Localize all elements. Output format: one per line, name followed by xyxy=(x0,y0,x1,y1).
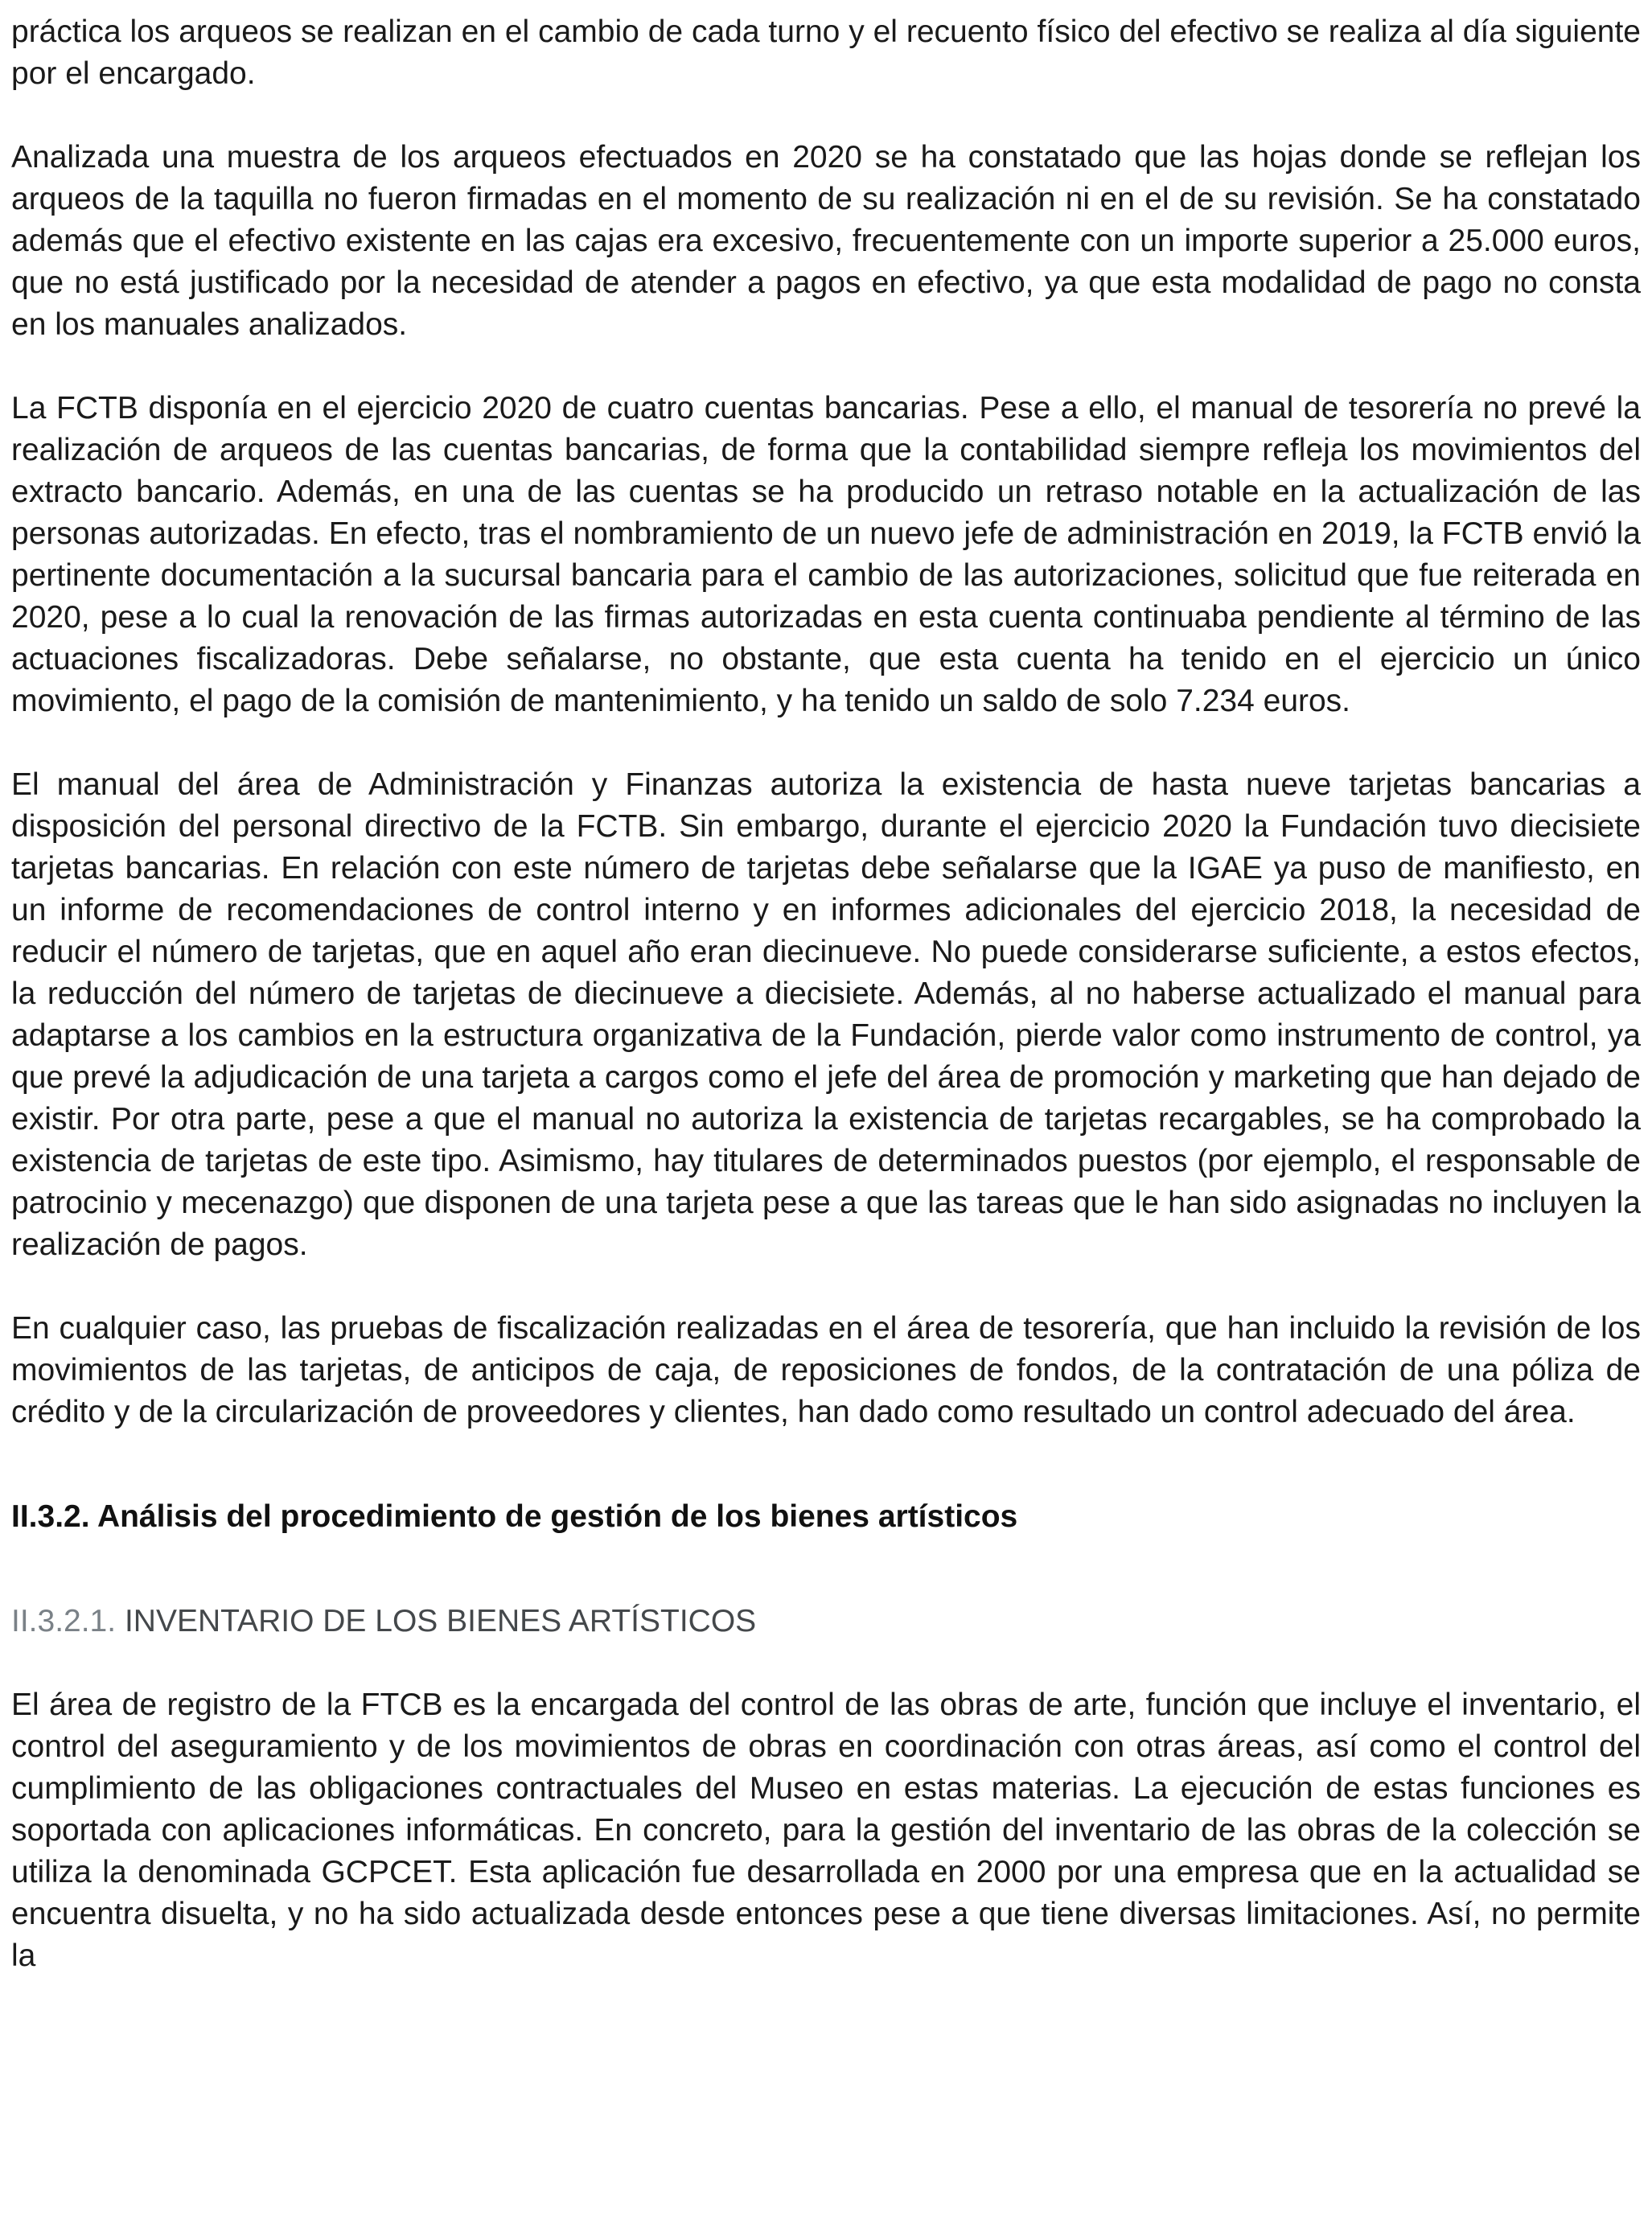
subsection-heading xyxy=(11,1601,1641,1642)
section-heading: II.3.2. Análisis del procedimiento de gestión de los bienes artísticos xyxy=(11,1499,1018,1534)
subsection-number: II.3.2.1. xyxy=(11,1604,117,1638)
paragraph-cash-counts: práctica los arqueos se realizan en el cambio de cada turno y el recuento físico del efectivo se realiza al día siguiente por el encargado. xyxy=(11,14,1641,91)
subsection-title: INVENTARIO DE LOS BIENES ARTÍSTICOS xyxy=(124,1604,757,1638)
paragraph-art-inventory: El área de registro de la FTCB es la encargada del control de las obras de arte, función que incluye el inventario, el control del aseguramiento y de los movimientos de obras en coordinación con otras áreas, así como el control del cumplimiento de las obligaciones contractuales del Museo en estas materias. La ejecución de estas funciones es soportada con aplicaciones informáticas. En concreto, para la gestión del inventario de las obras de la colección se utiliza la denominada GCPCET. Esta aplicación fue desarrollada en 2000 por una empresa que en la actualidad se encuentra disuelta, y no ha sido actualizada desde entonces pese a que tiene diversas limitaciones. Así, no permite la xyxy=(11,1688,1641,1973)
paragraph-treasury-tests: En cualquier caso, las pruebas de fiscalización realizadas en el área de tesorería, que han incluido la revisión de los movimientos de las tarjetas, de anticipos de caja, de reposiciones de fondos, de la contratación de una póliza de crédito y de la circularización de proveedores y clientes, han dado como resultado un control adecuado del área. xyxy=(11,1311,1641,1429)
paragraph-bank-accounts: La FCTB disponía en el ejercicio 2020 de cuatro cuentas bancarias. Pese a ello, el manual de tesorería no prevé la realización de arqueos de las cuentas bancarias, de forma que la contabilidad siempre refleja los movimientos del extracto bancario. Además, en una de las cuentas se ha producido un retraso notable en la actualización de las personas autorizadas. En efecto, tras el nombramiento de un nuevo jefe de administración en 2019, la FCTB envió la pertinente documentación a la sucursal bancaria para el cambio de las autorizaciones, solicitud que fue reiterada en 2020, pese a lo cual la renovación de las firmas autorizadas en esta cuenta continuaba pendiente al término de las actuaciones fiscalizadoras. Debe señalarse, no obstante, que esta cuenta ha tenido en el ejercicio un único movimiento, el pago de la comisión de mantenimiento, y ha tenido un saldo de solo 7.234 euros. xyxy=(11,391,1641,718)
paragraph-bank-cards: El manual del área de Administración y Finanzas autoriza la existencia de hasta nueve tarjetas bancarias a disposición del personal directivo de la FCTB. Sin embargo, durante el ejercicio 2020 la Fundación tuvo diecisiete tarjetas bancarias. En relación con este número de tarjetas debe señalarse que la IGAE ya puso de manifiesto, en un informe de recomendaciones de control interno y en informes adicionales del ejercicio 2018, la necesidad de reducir el número de tarjetas, que en aquel año eran diecinueve. No puede considerarse suficiente, a estos efectos, la reducción del número de tarjetas de diecinueve a diecisiete. Además, al no haberse actualizado el manual para adaptarse a los cambios en la estructura organizativa de la Fundación, pierde valor como instrumento de control, ya que prevé la adjudicación de una tarjeta a cargos como el jefe del área de promoción y marketing que han dejado de existir. Por otra parte, pese a que el manual no autoriza la existencia de tarjetas recargables, se ha comprobado la existencia de tarjetas de este tipo. Asimismo, hay titulares de determinados puestos (por ejemplo, el responsable de patrocinio y mecenazgo) que disponen de una tarjeta pese a que las tareas que le han sido asignadas no incluyen la realización de pagos. xyxy=(11,767,1641,1262)
paragraph-cash-audit-sample: Analizada una muestra de los arqueos efectuados en 2020 se ha constatado que las hojas donde se reflejan los arqueos de la taquilla no fueron firmadas en el momento de su realización ni en el de su revisión. Se ha constatado además que el efectivo existente en las cajas era excesivo, frecuentemente con un importe superior a 25.000 euros, que no está justificado por la necesidad de atender a pagos en efectivo, ya que esta modalidad de pago no consta en los manuales analizados. xyxy=(11,140,1641,342)
